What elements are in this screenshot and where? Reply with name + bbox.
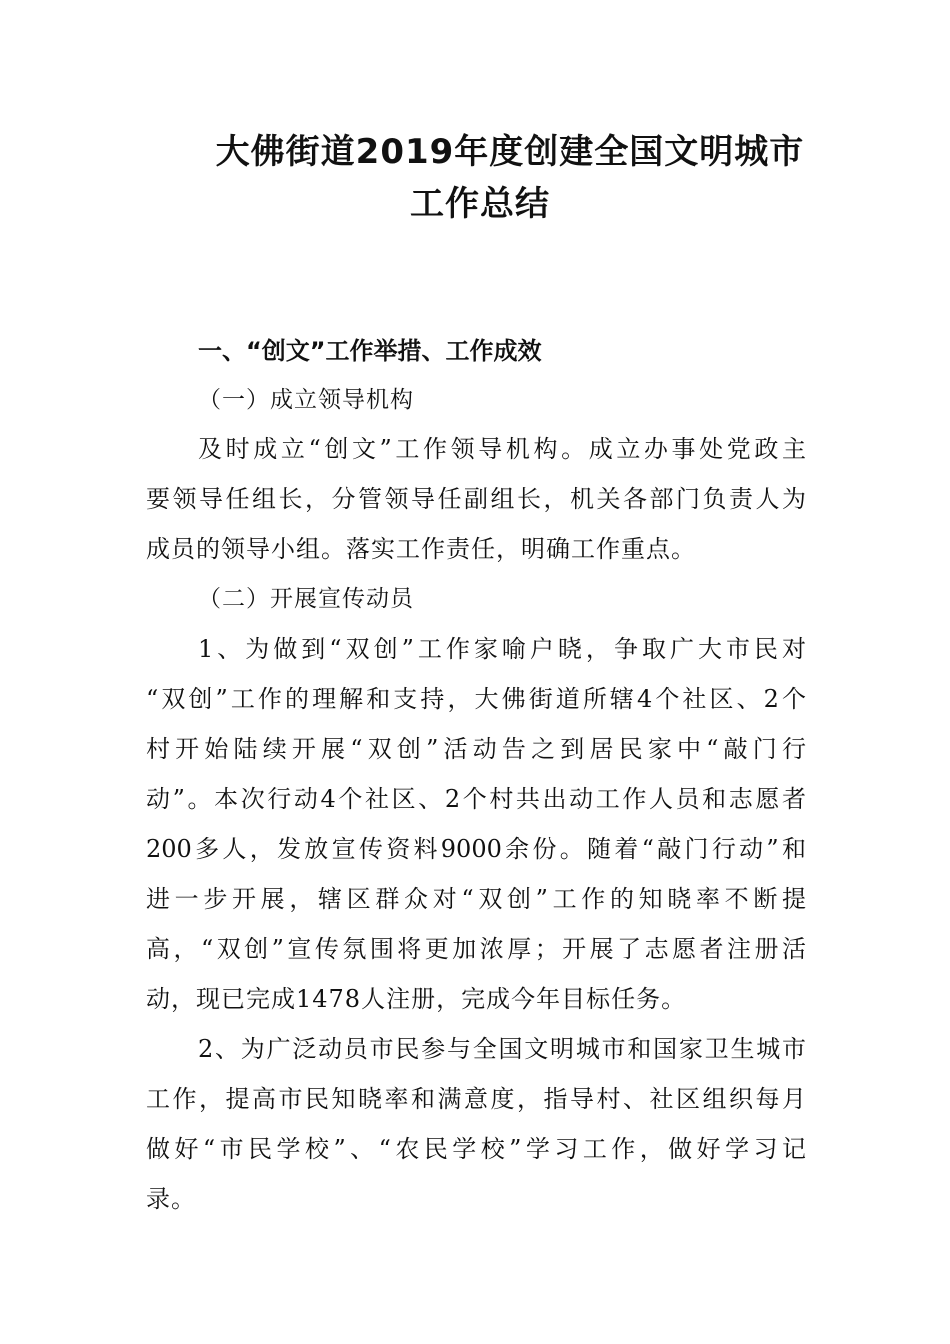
paragraph-3-line-2: 工作，提高市民知晓率和满意度，指导村、社区组织每月 xyxy=(146,1085,806,1113)
subsection-2-heading: （二）开展宣传动员 xyxy=(198,586,414,612)
paragraph-2-line-7: 高，“双创”宣传氛围将更加浓厚；开展了志愿者注册活 xyxy=(146,935,806,963)
paragraph-1-line-3: 成员的领导小组。落实工作责任，明确工作重点。 xyxy=(146,535,696,563)
paragraph-3-line-4: 录。 xyxy=(146,1185,196,1213)
paragraph-2-line-1: 1、为做到“双创”工作家喻户晓，争取广大市民对 xyxy=(198,635,806,663)
paragraph-2-line-6: 进一步开展，辖区群众对“双创”工作的知晓率不断提 xyxy=(146,885,806,913)
paragraph-2-line-3: 村开始陆续开展“双创”活动告之到居民家中“敲门行 xyxy=(146,735,806,763)
paragraph-3-line-1: 2、为广泛动员市民参与全国文明城市和国家卫生城市 xyxy=(198,1035,806,1063)
subsection-1-heading: （一）成立领导机构 xyxy=(198,387,414,413)
document-title-line-1: 大佛街道2019年度创建全国文明城市 xyxy=(215,132,805,172)
paragraph-3-line-3: 做好“市民学校”、“农民学校”学习工作，做好学习记 xyxy=(146,1135,806,1163)
paragraph-2-line-5: 200多人，发放宣传资料9000余份。随着“敲门行动”和 xyxy=(146,835,806,863)
paragraph-1-line-1: 及时成立“创文”工作领导机构。成立办事处党政主 xyxy=(198,435,806,463)
paragraph-2-line-2: “双创”工作的理解和支持，大佛街道所辖4个社区、2个 xyxy=(146,685,806,713)
paragraph-2-line-8: 动，现已完成1478人注册，完成今年目标任务。 xyxy=(146,985,687,1013)
section-1-heading: 一、“创文”工作举措、工作成效 xyxy=(198,337,542,365)
paragraph-2-line-4: 动”。本次行动4个社区、2个村共出动工作人员和志愿者 xyxy=(146,785,806,813)
paragraph-1-line-2: 要领导任组长，分管领导任副组长，机关各部门负责人为 xyxy=(146,485,806,513)
document-title-line-2: 工作总结 xyxy=(410,184,550,224)
